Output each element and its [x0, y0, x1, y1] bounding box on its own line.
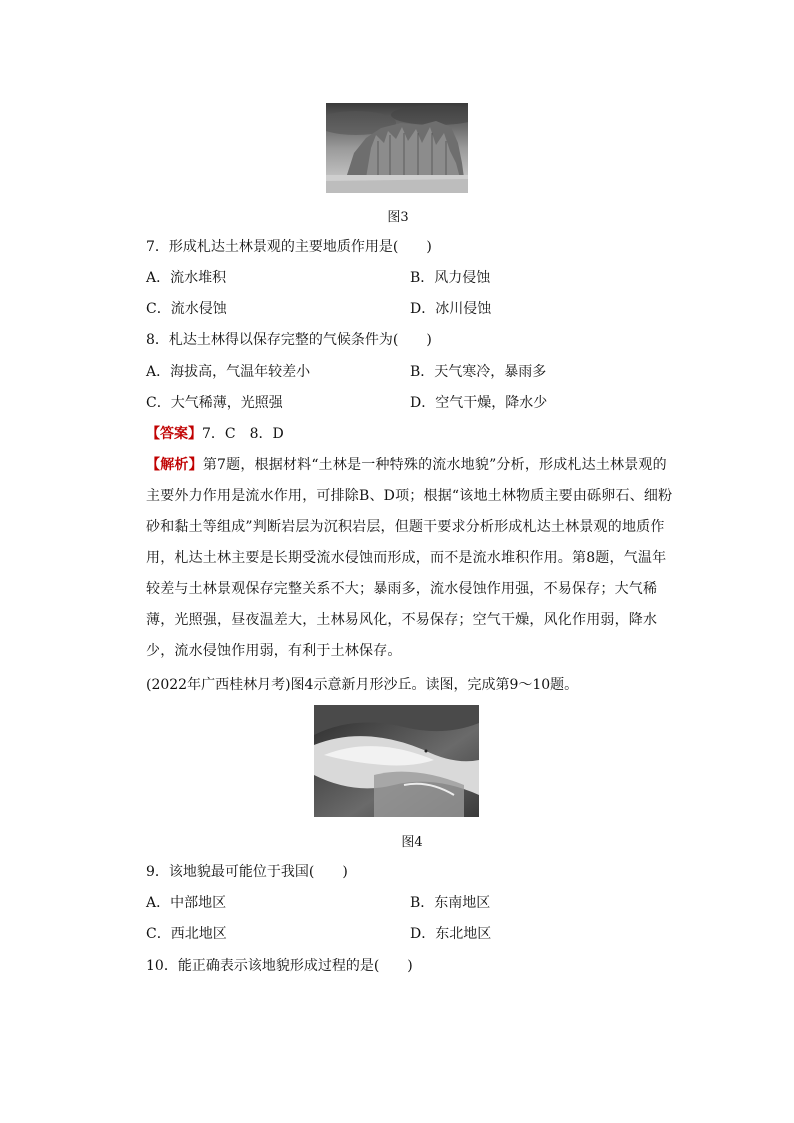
question-9-option-d: D．东北地区: [410, 926, 492, 942]
question-8-option-b: B．天气寒冷，暴雨多: [410, 364, 547, 380]
questions-9-10-intro: (2022年广西桂林月考)图4示意新月形沙丘。读图，完成第9～10题。: [146, 677, 579, 693]
analysis-text: 第7题，根据材料“土林是一种特殊的流水地貌”分析，形成札达土林景观的主要外力作用是流水作用，可排除B、D项；根据“该地土林物质主要由砾卵石、细粉砂和黏土等组成”判断岩层为沉积岩层，但题干要求分析形成札达土林景观的地质作用，札达土林主要是长期受流水侵蚀而形成，而不是流水堆积作用。第8题，气温年较差与土林景观保存完整关系不大；暴雨多，流水侵蚀作用强，不易保存；大气稀薄，光照强，昼夜温差大，土林易风化，不易保存；空气干燥，风化作用弱，降水少，流水侵蚀作用弱，有利于土林保存。: [146, 457, 673, 659]
question-7-option-d: D．冰川侵蚀: [410, 301, 492, 317]
question-8-option-c: C．大气稀薄，光照强: [146, 395, 283, 411]
analysis-tag: 【解析】: [146, 457, 203, 473]
figure-4-photo: [314, 705, 479, 817]
figure-3-photo: [326, 103, 468, 193]
question-7-stem: 7．形成札达土林景观的主要地质作用是( ): [146, 239, 432, 255]
question-9-stem: 9．该地貌最可能位于我国( ): [146, 864, 348, 880]
question-8-stem: 8．札达土林得以保存完整的气候条件为( ): [146, 332, 432, 348]
earth-forest-image: [326, 103, 468, 193]
answer-text: 7．C 8．D: [202, 426, 284, 442]
figure-3-caption: 图3: [387, 210, 409, 225]
question-7-option-a: A．流水堆积: [146, 270, 227, 286]
answer-tag: 【答案】: [146, 426, 202, 442]
question-9-option-a: A．中部地区: [146, 895, 227, 911]
question-8-option-a: A．海拔高，气温年较差小: [146, 364, 311, 380]
answer-line: [146, 424, 284, 444]
question-9-option-b: B．东南地区: [410, 895, 491, 911]
question-7-option-b: B．风力侵蚀: [410, 270, 491, 286]
crescent-dune-image: [314, 705, 479, 817]
question-10-stem: 10．能正确表示该地貌形成过程的是( ): [146, 958, 413, 974]
figure-4-caption: 图4: [401, 835, 423, 850]
analysis-paragraph: [146, 450, 676, 667]
question-7-option-c: C．流水侵蚀: [146, 301, 227, 317]
question-8-option-d: D．空气干燥，降水少: [410, 395, 548, 411]
question-9-option-c: C．西北地区: [146, 926, 227, 942]
